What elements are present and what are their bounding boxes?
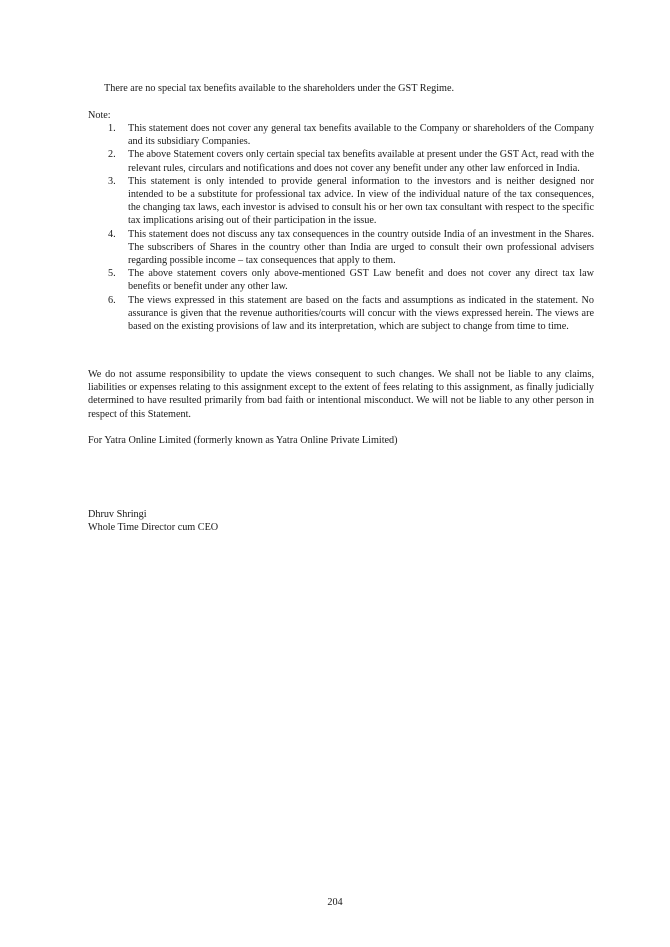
note-number: 4. [108, 228, 116, 240]
note-label: Note: [88, 110, 111, 121]
note-text: This statement does not cover any general tax benefits available to the Company or shareholders of the Company and its subsidiary Companies. [128, 123, 594, 148]
note-text: This statement does not discuss any tax consequences in the country outside India of an investment in the Shares. The subscribers of Shares in the country other than India are urged to consult their own professional advisers regarding possible income – tax consequences that apply to them. [128, 228, 594, 267]
note-text: The above statement covers only above-mentioned GST Law benefit and does not cover any direct tax law benefits or benefit under any other law. [128, 268, 594, 293]
note-number: 1. [108, 123, 116, 134]
note-item [88, 228, 594, 268]
intro-statement: There are no special tax benefits available to the shareholders under the GST Regime. [104, 83, 455, 94]
signatory-title: Whole Time Director cum CEO [88, 522, 219, 534]
note-number: 3. [108, 175, 116, 187]
note-item [88, 267, 594, 293]
note-item [88, 122, 594, 148]
note-number: 2. [108, 149, 116, 161]
note-item [88, 148, 594, 174]
notes-list [88, 122, 594, 333]
note-text: This statement is only intended to provide general information to the investors and is neither designed nor intended to be a substitute for professional tax advice. In view of the individual nature of the tax consequences, the changing tax laws, each investor is advised to consult his or her own tax consultant with respect to the specific tax implications arising out of their participation in the issue. [128, 175, 594, 227]
note-number: 5. [108, 268, 116, 280]
note-item [88, 175, 594, 228]
signature-block [88, 508, 218, 534]
company-line: For Yatra Online Limited (formerly known as Yatra Online Private Limited) [88, 435, 398, 446]
page-number: 204 [327, 897, 343, 908]
note-item [88, 294, 594, 334]
disclaimer-paragraph: We do not assume responsibility to update the views consequent to such changes. We shall not be liable to any claims, liabilities or expenses relating to this assignment except to the extent of fees relating to this assignment, as finally judicially determined to have resulted primarily from bad faith or intentional misconduct. We will not be liable to any other person in respect of this Statement. [88, 369, 594, 420]
signatory-name: Dhruv Shringi [88, 509, 147, 520]
note-number: 6. [108, 294, 116, 306]
note-text: The above Statement covers only certain special tax benefits available at present under the GST Act, read with the relevant rules, circulars and notifications and does not cover any benefit under any other law enforced in India. [128, 149, 594, 174]
note-text: The views expressed in this statement are based on the facts and assumptions as indicated in the statement. No assurance is given that the revenue authorities/courts will concur with the views expressed herein. The views are based on the existing provisions of law and its interpretation, which are subject to change from time to time. [128, 294, 594, 333]
